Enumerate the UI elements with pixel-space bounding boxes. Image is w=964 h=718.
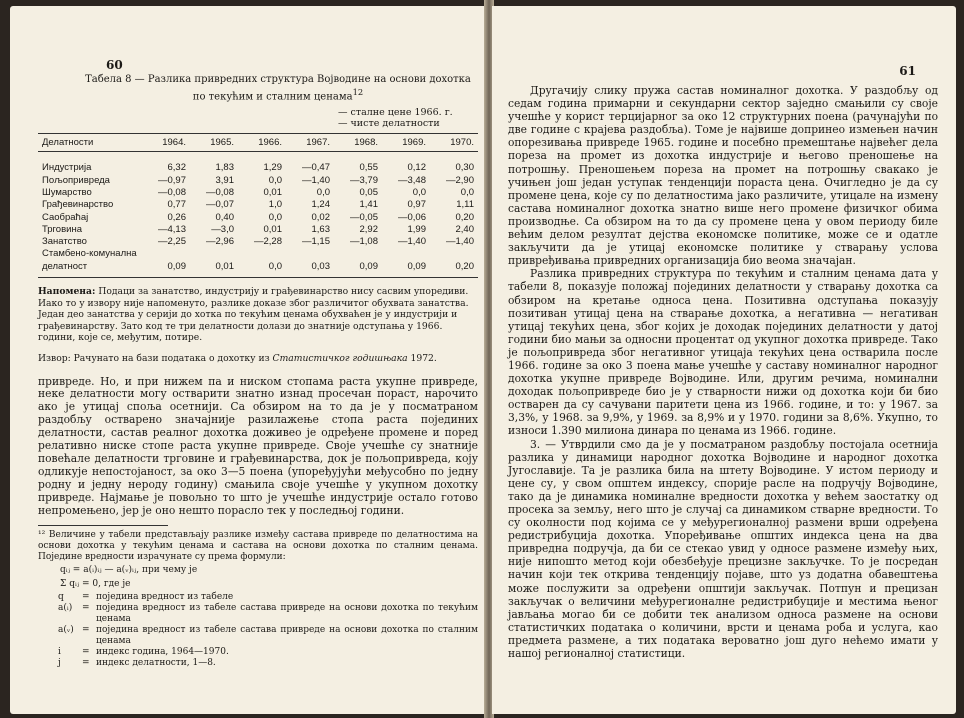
row-label: Занатство	[42, 236, 87, 248]
table-cell: 1,99	[407, 223, 426, 235]
definition-equals: =	[82, 592, 90, 603]
table-cell: —2,90	[446, 174, 474, 186]
header-cell: 1964.	[142, 134, 190, 152]
table-cell: —3,48	[398, 174, 426, 186]
table-cell: —1,15	[302, 236, 330, 248]
table-cell: —4,13	[158, 223, 186, 235]
formula-1: qᵢⱼ = a(ᵢ)ᵢⱼ — a(ᵥ)ᵢⱼ, при чему је	[60, 565, 198, 576]
table-cell: 2,92	[359, 223, 378, 235]
definition-row	[58, 658, 478, 669]
definition-text: појединa вредност из табеле састава привреде на основи дохотка по сталним ценама	[96, 625, 478, 647]
table-cell: —2,28	[254, 236, 282, 248]
note-body: Подаци за занатство, индустрију и грађевинарство нису сасвим упоредиви. Иако то у извору није напоменуто, разлике доказе због различитог обухвата занатства. Један део занатства у серији до хотка по текућим ценама обухваћен је у индустрији и грађевинарству. Зато код те три делатности долази до знатније одступања у 1966. години, које се, међутим, потире.	[38, 286, 469, 343]
table-cell: 0,20	[430, 248, 478, 277]
table-cell: —1,08	[350, 236, 378, 248]
formula-definitions	[58, 592, 478, 669]
table-legend	[338, 107, 478, 129]
table-row	[38, 175, 478, 187]
table-cell: 0,0	[460, 186, 474, 198]
table-caption-text: Табела 8 — Разлика привредних структура Војводине на основи дохотка по текућим и сталним ценама	[85, 74, 471, 103]
header-cell: 1967.	[286, 134, 334, 152]
table-row	[38, 236, 478, 248]
definition-text: индекс делатности, 1—8.	[96, 658, 216, 669]
row-label: Пољопривреда	[42, 174, 110, 186]
row-label: Индустрија	[42, 162, 92, 174]
table-cell: 0,55	[359, 162, 378, 174]
table-cell: 0,0	[412, 186, 426, 198]
table-cell: —2,96	[206, 236, 234, 248]
definition-row	[58, 647, 478, 658]
table-cell: 1,24	[311, 199, 330, 211]
table-caption	[78, 74, 478, 103]
table-row	[38, 212, 478, 224]
definition-text: индекс година, 1964—1970.	[96, 647, 229, 658]
table-cell: 0,02	[311, 211, 330, 223]
definition-symbol: a(ᵢ)	[58, 603, 73, 614]
table-cell: 0,09	[382, 248, 430, 277]
definition-equals: =	[82, 647, 90, 658]
paragraph: Разлика привредних структура по текућим и сталним ценама дата у табели 8, показује положај појединих делатности у стварању дохотка са обзиром на кретање односа цена. Позитивна одступања показују позитиван утицај цена на стварање дохотка, а негативна — негативан утицај текућих цена, због којих је доходак појединих делатности у датој години био мањи за односни процентат од укупног дохотка привреде. Тако је пољопривреда због негативног утицаја текућих цена остварила после 1966. године за око 3 поена мање учешће у саставу номиналног народног дохотка укупне привреде Војводине. Или, другим речима, номинални доходак пољопривреде био је у стварности нижи од дохотка који би био остварен да су сачувани паритети цена из 1966. године, и то: у 1967. за 3,3%, у 1968. за 9,9%, у 1969. за 8,9% и у 1970. години за 8,6%. Укупно, то износи 1.390 милиона динара по ценама из 1966. године.	[508, 267, 938, 438]
table-cell: —3,0	[211, 223, 234, 235]
table-cell: 1,29	[263, 162, 282, 174]
definition-symbol: q	[58, 592, 64, 603]
table-cell: —0,07	[206, 199, 234, 211]
header-cell: 1965.	[190, 134, 238, 152]
table-cell: 0,12	[407, 162, 426, 174]
table-cell: 0,01	[263, 186, 282, 198]
footnote	[38, 530, 478, 669]
main-text-left	[38, 376, 478, 518]
table-cell: —0,97	[158, 174, 186, 186]
row-label: Грађевинарство	[42, 199, 114, 211]
table-cell: —0,06	[398, 211, 426, 223]
table-cell: 0,0	[238, 248, 286, 277]
table-cell: —0,08	[206, 186, 234, 198]
table-caption-footnote-ref: 12	[352, 87, 364, 97]
table-cell: 1,63	[311, 223, 330, 235]
table-cell: 0,0	[316, 186, 330, 198]
definition-text: појединa вредност из табеле састава привреде на основи дохотка по текућим ценама	[96, 603, 478, 625]
table-cell: —1,40	[302, 174, 330, 186]
definition-text: појединa вредност из табеле	[96, 592, 234, 603]
legend-line-1: — сталне цене 1966. г.	[338, 107, 453, 119]
table-row	[38, 224, 478, 236]
table-row	[38, 248, 478, 277]
header-cell: 1970.	[430, 134, 478, 152]
table-cell: 1,0	[268, 199, 282, 211]
table-cell: —3,79	[350, 174, 378, 186]
table-cell: 1,41	[359, 199, 378, 211]
table-cell: 6,32	[167, 162, 186, 174]
table-cell: —0,08	[158, 186, 186, 198]
definition-symbol: a(ᵥ)	[58, 625, 74, 636]
table-row	[38, 199, 478, 211]
definition-row	[58, 625, 478, 647]
source-title: Статистичког годишњака	[272, 352, 408, 364]
formula-2: Σ qᵢⱼ = 0, где је	[60, 578, 131, 589]
table-cell: 0,03	[286, 248, 334, 277]
legend-line-2: — чисте делатности	[338, 118, 440, 130]
table-cell: —1,40	[446, 236, 474, 248]
paragraph: Другачију слику пружа састав номиналног дохотка. У раздобљу од седам година примарни и секундарни сектор заједно смањили су своје учешће у корист терцијарног за око 12 структурних поена (рачунајући по две године с крајева раздобља). Томе је највише допринео измењен начин опорезивања привреде 1965. године и посебно премештање највећег дела пореза на промет из дохотка индустрије и његово преношење на потрошњу. Преношењем пореза на промет на потрошњу свакако је учињен још један уступак тенденцији пораста цена. Очигледно је да су промене цена, које су по делатностима јако различите, утицале на измену састава номиналног дохотка знатно више него промене физичког обима производње. Са обзиром на то да су промене цена у овом периоду биле већим делом резултат дејства економске политике, може се и одатле закључити да је утицај економске политике у стварању услова привређивања привредних организација био веома значајан.	[508, 84, 938, 268]
source-tail: 1972.	[410, 352, 437, 364]
table-cell: —1,40	[398, 236, 426, 248]
definition-equals: =	[82, 625, 90, 636]
header-cell: 1968.	[334, 134, 382, 152]
table-source	[38, 353, 478, 364]
definition-equals: =	[82, 603, 90, 614]
table-cell: —2,25	[158, 236, 186, 248]
row-label: Саобраћај	[42, 211, 89, 223]
table-cell: 3,91	[215, 174, 234, 186]
paragraph: привреде. Но, и при нижем па и ниском стопама раста укупне привреде, неке делатности могу остварити знатно изнад просечан пораст, нарочито ако је утицај споља осетнији. Са обзиром на то да је у посматраном раздобљу остварено значајније разилажење стопа раста појединих делатности, састав реалног дохотка доживео је одређене промене и поред релативно ниске стопе раста укупне привреде. Своје учешће су знатније повећале делатности трговине и грађевинарства, док је пољопривреда, коју одликује непостојаност, за око 3—5 поена (упоређујући међусобно по једну родну и једну нероду годину) смањила своје учешће у укупном дохотку привреде. Најмање је повољно то што је учешће индустрије остало готово непромењено, јер је оно нешто порасло тек у последњој години.	[38, 374, 478, 517]
table-cell: 0,77	[167, 199, 186, 211]
row-label: Стамбено-комунална делатност	[38, 248, 142, 277]
table-cell: 1,11	[456, 199, 474, 211]
paragraph: 3. — Утврдили смо да је у посматраном раздобљу постојала осетнија разлика у динамици народног дохотка Војводине и народног дохотка Југославије. Та је разлика била на штету Војводине. У истом периоду и цене су, у свом општем индексу, спорије расле на подручју Војводине, тако да је динамика номиналне вредности дохотка у већем заостатку од просека за земљу, него што је случај са динамиком стварне вредности. То су околности под којима се у међурегионалној размени врши одређена редистрибуција дохотка. Упоређивање општих индекса цена на два привредна подручја, да би се стекао увид у односе размене између њих, није нипошто метод који обезбеђује прецизне закључке. То је посредан начин који тек открива тенденцију појаве, што уз додатна обавештења може послужити за одређени општији закључак. Потпун и прецизан закључак о величини међурегионалне редистрибуције и местима њеног јављања могао би се добити тек анализом односа размене на основи статистичких података о количини, врсти и ценама роба и услуга, као предмета размене, а тих података вероватно још дуго нећемо имати у нашој регионалној статистици.	[508, 437, 938, 661]
table-cell: 0,40	[215, 211, 234, 223]
table-cell: 0,0	[268, 211, 282, 223]
table-cell: 2,40	[455, 223, 474, 235]
table-note	[38, 286, 478, 344]
main-text-right	[508, 84, 938, 660]
table-cell: 0,30	[455, 162, 474, 174]
definition-symbol: i	[58, 647, 61, 658]
definition-row	[58, 592, 478, 603]
table-cell: 0,97	[407, 199, 426, 211]
table-cell: 0,20	[455, 211, 474, 223]
table-cell: 0,01	[263, 223, 282, 235]
table-header-row	[38, 134, 478, 152]
definition-symbol: j	[58, 658, 61, 669]
table-cell: —0,47	[302, 162, 330, 174]
page-number-left: 60	[106, 58, 123, 72]
right-page	[492, 6, 956, 714]
table-cell: 0,01	[190, 248, 238, 277]
table-cell: 0,05	[359, 186, 378, 198]
header-cell: 1969.	[382, 134, 430, 152]
row-label: Шумарство	[42, 186, 92, 198]
table-cell: 0,26	[167, 211, 186, 223]
table-row	[38, 152, 478, 175]
footnote-divider	[38, 525, 168, 526]
table-cell: 0,09	[142, 248, 190, 277]
table-cell: 0,09	[334, 248, 382, 277]
footnote-text: ¹² Величине у табели представљају разлике између састава привреде по делатностима на основи дохотка у текућим ценама и састава на основи дохотка по сталним ценама. Појединe вредности израчунате су према формули:	[38, 530, 478, 563]
definition-equals: =	[82, 658, 90, 669]
table-cell: 1,83	[215, 162, 234, 174]
definition-row	[58, 603, 478, 625]
table-cell: 0,0	[268, 174, 282, 186]
note-label: Напомена:	[38, 286, 96, 297]
row-label: Трговина	[42, 223, 82, 235]
header-cell: Делатности	[38, 134, 142, 152]
left-page	[10, 6, 486, 714]
structure-difference-table	[38, 133, 478, 278]
page-number-right: 61	[899, 64, 916, 78]
table-cell: —0,05	[350, 211, 378, 223]
table-row	[38, 187, 478, 199]
source-lead: Извор: Рачунато на бази података о дохотку из	[38, 352, 270, 364]
header-cell: 1966.	[238, 134, 286, 152]
